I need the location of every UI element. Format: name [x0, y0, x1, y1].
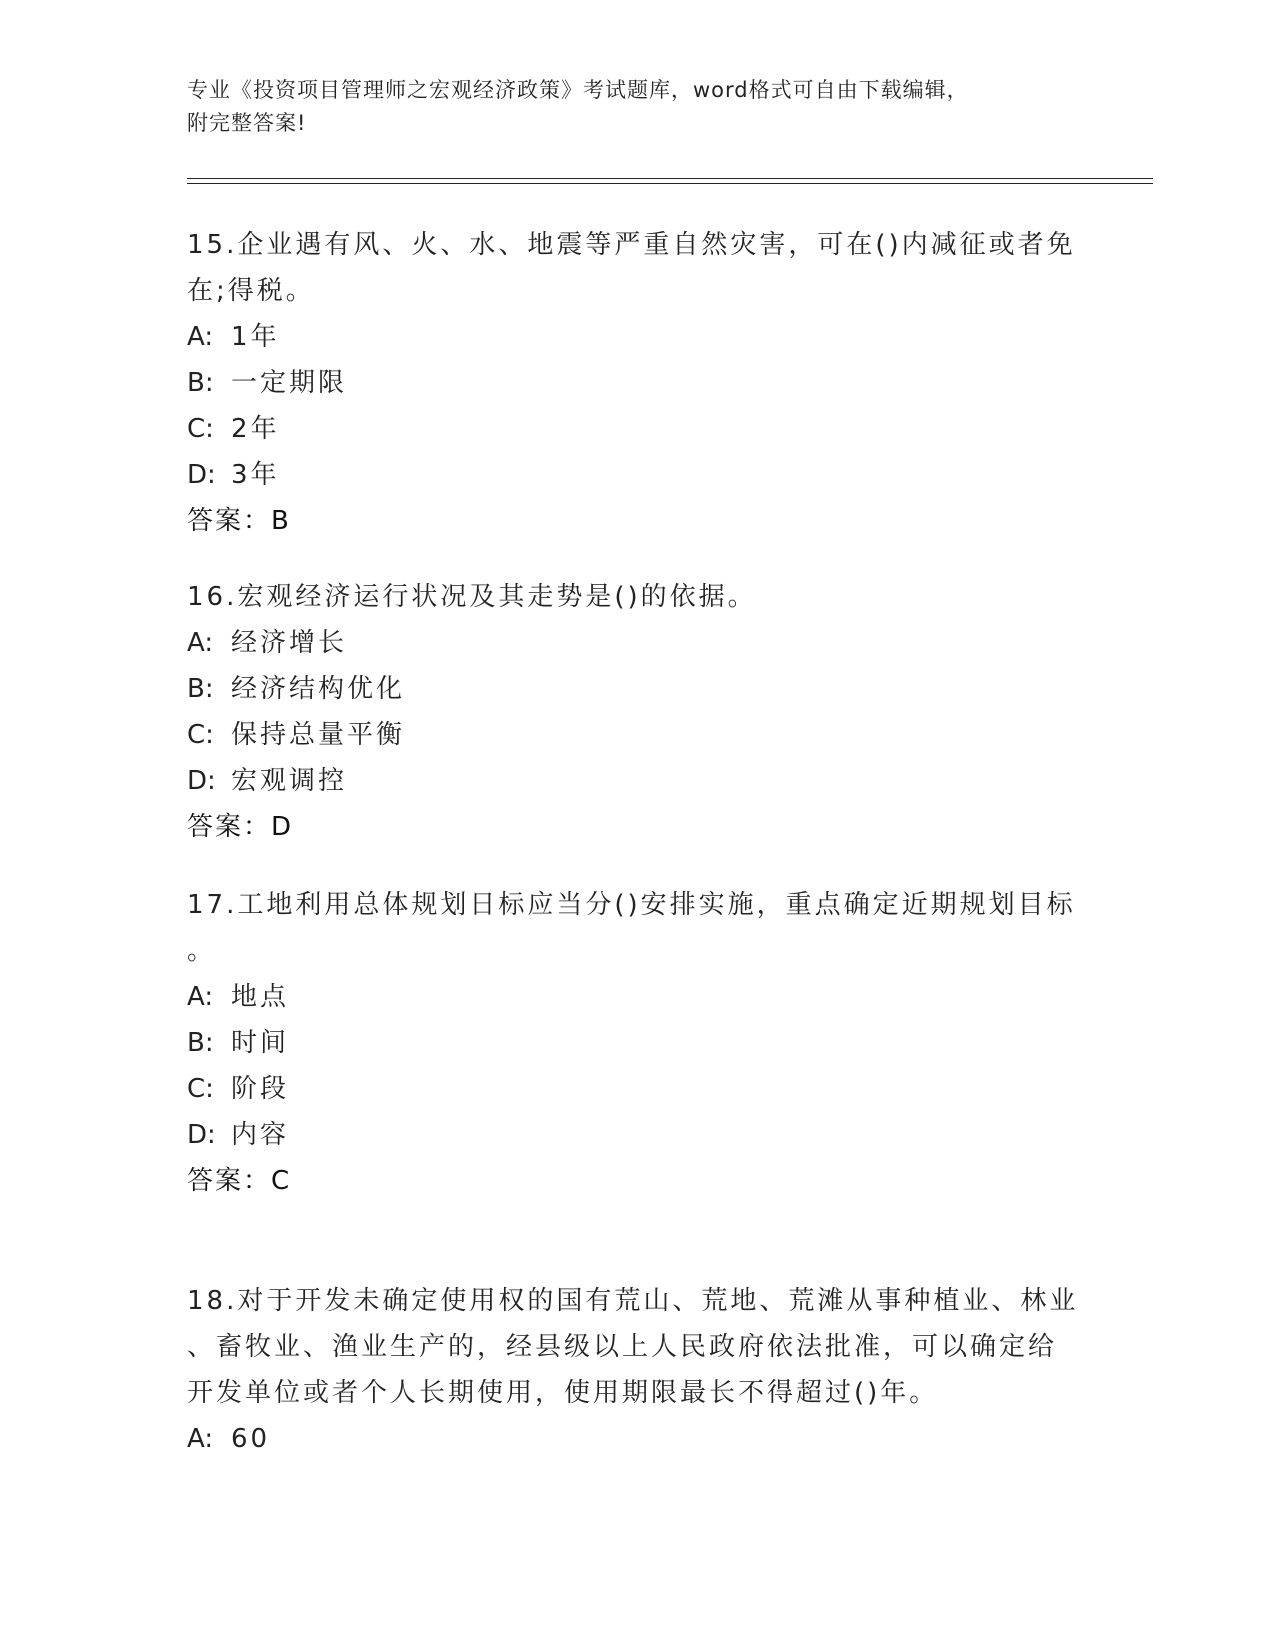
option-text: 2年 — [231, 414, 280, 444]
option-text: 内容 — [231, 1120, 290, 1150]
option-key: C: — [187, 720, 214, 750]
question-text-line-1: 企业遇有风、火、水、地震等严重自然灾害，可在()内减征或者免 — [237, 230, 1076, 260]
option-d — [187, 1112, 1087, 1158]
option-text: 时间 — [231, 1028, 290, 1058]
answer-label: 答案： — [187, 812, 272, 842]
option-b — [187, 360, 1087, 406]
answer — [187, 498, 1087, 544]
option-c — [187, 712, 1087, 758]
option-d — [187, 758, 1087, 804]
option-c — [187, 406, 1087, 452]
question-number: 15. — [187, 230, 238, 260]
question-text-line-1: 工地利用总体规划日标应当分()安排实施，重点确定近期规划目标 — [237, 890, 1076, 920]
option-key: D: — [187, 766, 216, 796]
option-key: B: — [187, 674, 214, 704]
option-text: 1年 — [231, 322, 280, 352]
question-text-line-2: 在;得税。 — [187, 276, 315, 306]
question-number: 17. — [187, 890, 238, 920]
option-text: 60 — [231, 1424, 271, 1454]
option-b — [187, 666, 1087, 712]
question-text-line-3: 开发单位或者个人长期使用，使用期限最长不得超过()年。 — [187, 1378, 939, 1408]
answer — [187, 1158, 1087, 1204]
option-key: A: — [187, 322, 214, 352]
header-line-1: 专业《投资项目管理师之宏观经济政策》考试题库，word格式可自由下载编辑， — [187, 78, 969, 102]
option-key: D: — [187, 1120, 216, 1150]
question-text-line-2: 、畜牧业、渔业生产的，经县级以上人民政府依法批准，可以确定给 — [187, 1332, 1058, 1362]
option-key: B: — [187, 368, 214, 398]
option-a — [187, 974, 1087, 1020]
option-a — [187, 1416, 1087, 1462]
option-text: 一定期限 — [231, 368, 348, 398]
question-text — [187, 1278, 1087, 1324]
answer-label: 答案： — [187, 1166, 272, 1196]
question-text-line-1: 宏观经济运行状况及其走势是()的依据。 — [237, 582, 757, 612]
answer-value: C — [271, 1166, 290, 1196]
option-key: A: — [187, 982, 214, 1012]
option-c — [187, 1066, 1087, 1112]
answer-value: D — [271, 812, 292, 842]
answer-label: 答案： — [187, 506, 272, 536]
option-text: 地点 — [231, 982, 290, 1012]
option-key: B: — [187, 1028, 214, 1058]
answer — [187, 804, 1087, 850]
option-key: A: — [187, 628, 214, 658]
option-text: 经济结构优化 — [231, 674, 406, 704]
question-text-line-2: 。 — [187, 936, 217, 966]
option-text: 保持总量平衡 — [231, 720, 406, 750]
question-text-line-1: 对于开发未确定使用权的国有荒山、荒地、荒滩从事种植业、林业 — [237, 1286, 1079, 1316]
option-a — [187, 620, 1087, 666]
option-key: C: — [187, 1074, 214, 1104]
option-d — [187, 452, 1087, 498]
option-b — [187, 1020, 1087, 1066]
option-text: 3年 — [231, 460, 280, 490]
option-a — [187, 314, 1087, 360]
option-key: D: — [187, 460, 216, 490]
question-15 — [187, 222, 1087, 544]
option-text: 经济增长 — [231, 628, 348, 658]
document-header — [187, 74, 1087, 140]
question-16 — [187, 574, 1087, 850]
question-text — [187, 222, 1087, 268]
question-18 — [187, 1278, 1087, 1462]
question-number: 18. — [187, 1286, 238, 1316]
option-text: 阶段 — [231, 1074, 290, 1104]
question-17 — [187, 882, 1087, 1204]
option-key: C: — [187, 414, 214, 444]
header-line-2: 附完整答案! — [187, 111, 307, 135]
header-divider-top — [187, 178, 1153, 179]
question-number: 16. — [187, 582, 238, 612]
option-key: A: — [187, 1424, 214, 1454]
answer-value: B — [271, 506, 289, 536]
option-text: 宏观调控 — [231, 766, 348, 796]
question-text — [187, 882, 1087, 928]
question-text — [187, 574, 1087, 620]
header-divider-bottom — [187, 183, 1153, 184]
